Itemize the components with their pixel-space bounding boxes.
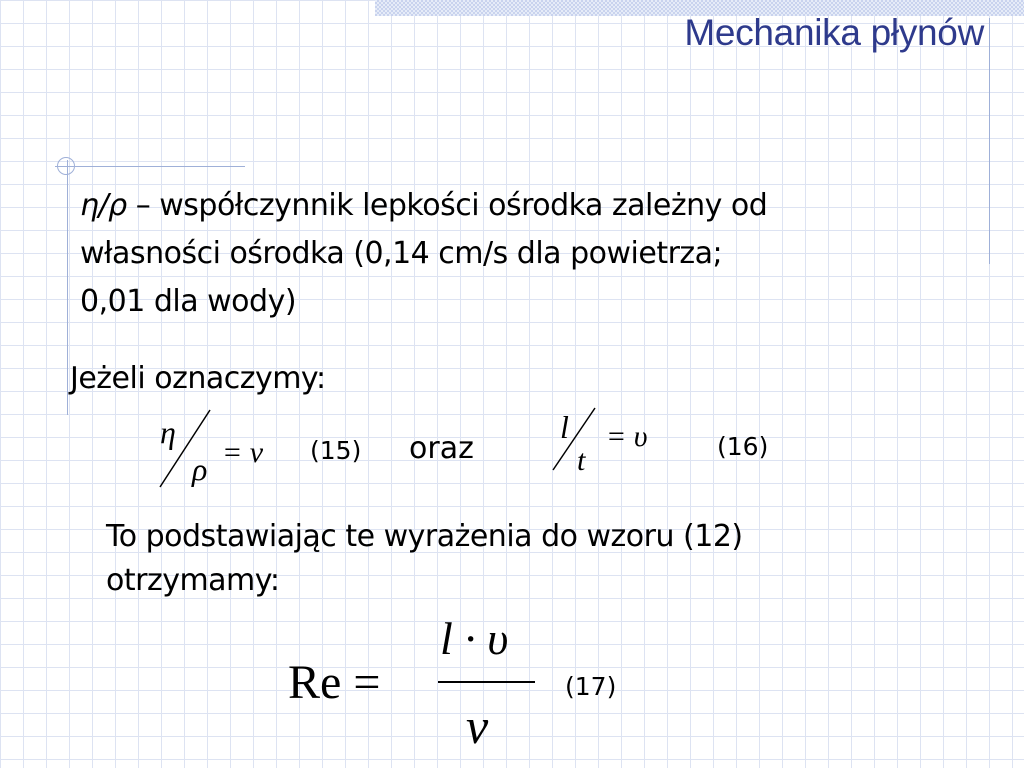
formula16-numerator: l	[560, 409, 569, 445]
slide-title: Mechanika płynów	[684, 12, 984, 53]
formula15-numerator: η	[160, 414, 176, 450]
paragraph-line-2: własności ośrodka (0,14 cm/s dla powietrza;	[80, 236, 723, 271]
viscosity-symbol: η/ρ	[80, 188, 127, 223]
equation-label-17: (17)	[565, 672, 617, 701]
formula16-rhs: = υ	[606, 420, 648, 453]
formula17-numerator: l · υ	[440, 613, 509, 664]
formula15-denominator: ρ	[192, 451, 208, 487]
and-word: oraz	[409, 431, 474, 466]
formula-15	[160, 410, 264, 487]
formula15-rhs: = ν	[222, 436, 264, 469]
formula-17	[288, 613, 535, 754]
formula-16	[553, 408, 648, 477]
substitution-paragraph	[106, 515, 966, 603]
paragraph-line-3: 0,01 dla wody)	[80, 284, 297, 319]
equation-label-15: (15)	[310, 436, 362, 465]
formula17-denominator: ν	[466, 698, 489, 754]
substitution-line-1: To podstawiając te wyrażenia do wzoru (12)	[106, 519, 743, 554]
paragraph-line-1: – współczynnik lepkości ośrodka zależny od	[126, 188, 768, 223]
if-we-denote-text: Jeżeli oznaczymy:	[70, 361, 326, 396]
equation-label-16: (16)	[717, 432, 769, 461]
formula17-lhs: Re =	[288, 656, 381, 709]
formula16-denominator: t	[577, 444, 586, 477]
substitution-line-2: otrzymamy:	[106, 563, 280, 598]
